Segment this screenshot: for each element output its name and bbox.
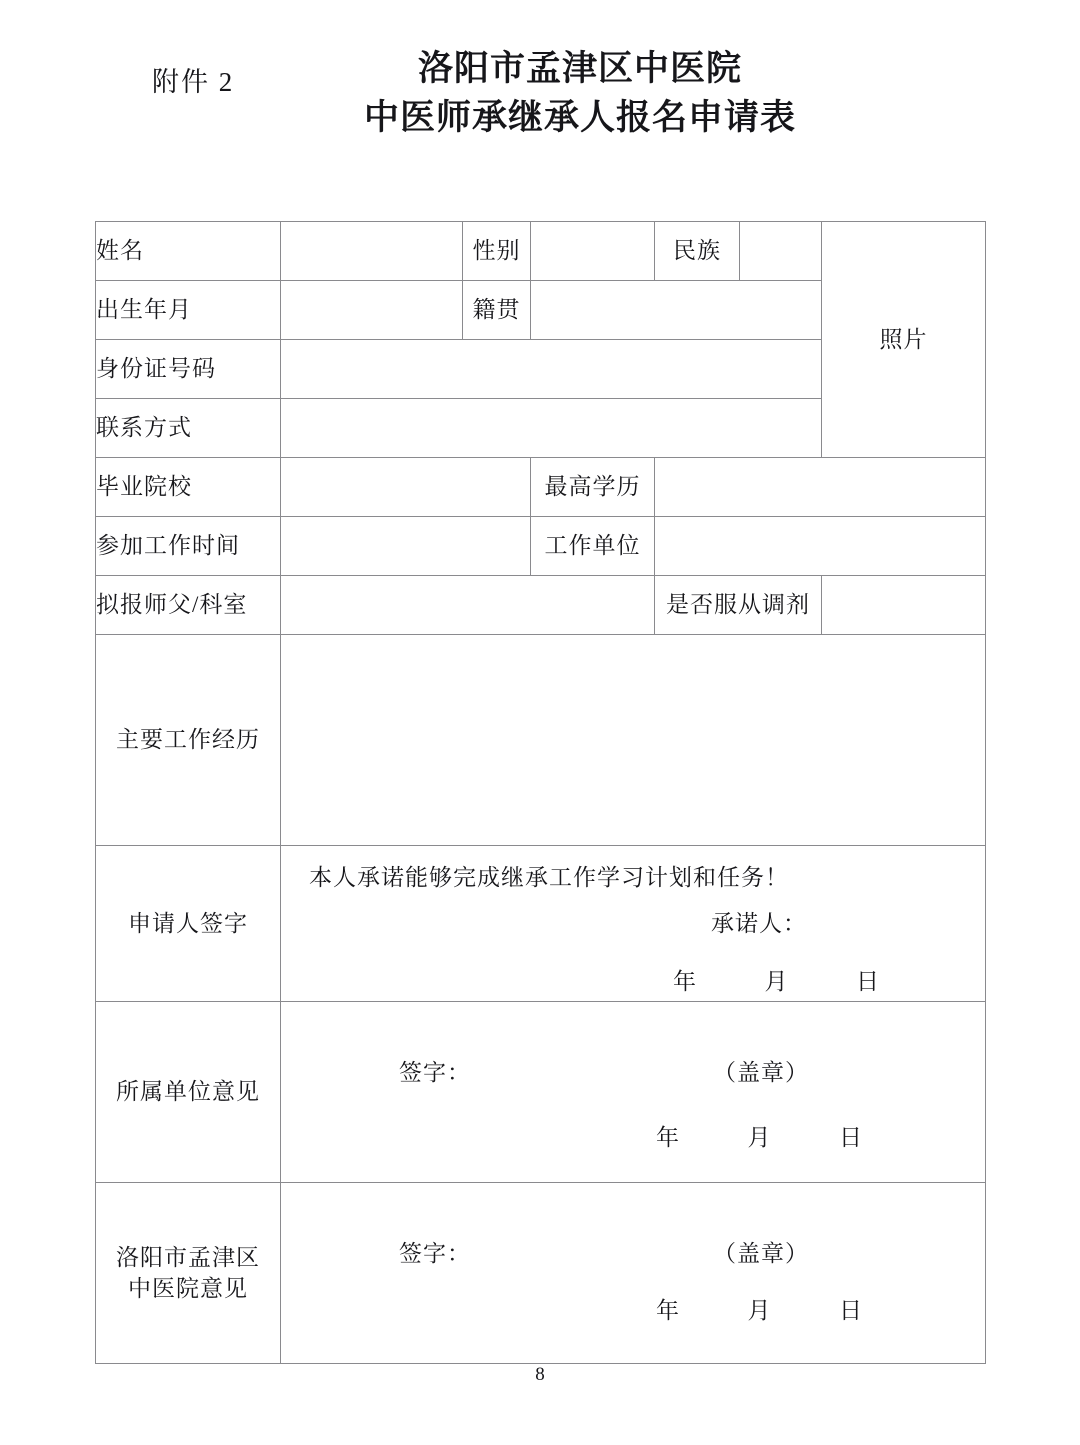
table-row-work-start [96, 517, 986, 576]
field-native-place[interactable] [531, 281, 822, 340]
document-title [240, 44, 920, 142]
applicant-date-month: 月 [764, 969, 789, 994]
table-row-graduate-school [96, 458, 986, 517]
applicant-signature-area[interactable] [281, 846, 986, 1002]
hospital-opinion-area[interactable] [281, 1183, 986, 1364]
unit-date-line [656, 1122, 863, 1153]
label-work-start-date: 参加工作时间 [96, 517, 281, 576]
label-highest-education: 最高学历 [531, 458, 655, 517]
unit-sign-label: 签字： [399, 1060, 471, 1085]
applicant-promise-text: 本人承诺能够完成继承工作学习计划和任务！ [309, 865, 789, 890]
hospital-date-year: 年 [656, 1298, 680, 1323]
label-work-unit: 工作单位 [531, 517, 655, 576]
hospital-date-line [656, 1295, 863, 1326]
field-highest-education[interactable] [655, 458, 986, 517]
applicant-promiser-label: 承诺人： [711, 911, 807, 936]
title-line-1: 洛阳市孟津区中医院 [417, 49, 742, 88]
field-ethnicity[interactable] [740, 222, 822, 281]
label-accept-adjustment: 是否服从调剂 [655, 576, 822, 635]
field-work-unit[interactable] [655, 517, 986, 576]
hospital-sign-label: 签字： [399, 1241, 471, 1266]
label-intended-mentor-department: 拟报师父/科室 [96, 576, 281, 635]
hospital-date-month: 月 [747, 1298, 772, 1323]
label-birth-date: 出生年月 [96, 281, 281, 340]
label-hospital-opinion [96, 1183, 281, 1364]
field-contact[interactable] [281, 399, 822, 458]
label-graduate-school: 毕业院校 [96, 458, 281, 517]
unit-date-year: 年 [656, 1125, 680, 1150]
field-gender[interactable] [531, 222, 655, 281]
document-header [0, 44, 1080, 174]
label-applicant-signature: 申请人签字 [96, 846, 281, 1002]
label-unit-opinion: 所属单位意见 [96, 1002, 281, 1183]
registration-form-table [95, 221, 986, 1364]
table-row-work-experience [96, 635, 986, 846]
attachment-label: 附件 2 [152, 67, 235, 97]
field-work-start-date[interactable] [281, 517, 531, 576]
unit-opinion-area[interactable] [281, 1002, 986, 1183]
label-id-number: 身份证号码 [96, 340, 281, 399]
field-graduate-school[interactable] [281, 458, 531, 517]
field-id-number[interactable] [281, 340, 822, 399]
applicant-date-day: 日 [856, 969, 880, 994]
label-ethnicity: 民族 [655, 222, 740, 281]
label-contact: 联系方式 [96, 399, 281, 458]
table-row-hospital-opinion [96, 1183, 986, 1364]
field-accept-adjustment[interactable] [822, 576, 986, 635]
field-work-experience[interactable] [281, 635, 986, 846]
label-name: 姓名 [96, 222, 281, 281]
table-row-name [96, 222, 986, 281]
page-number: 8 [535, 1364, 545, 1385]
table-row-applicant-signature [96, 846, 986, 1002]
label-work-experience: 主要工作经历 [96, 635, 281, 846]
table-row-mentor [96, 576, 986, 635]
field-birth-date[interactable] [281, 281, 463, 340]
label-hospital-opinion-line2: 中医院意见 [128, 1276, 248, 1301]
title-line-2: 中医师承继承人报名申请表 [363, 98, 796, 137]
unit-date-month: 月 [747, 1125, 772, 1150]
label-hospital-opinion-line1: 洛阳市孟津区 [116, 1244, 260, 1270]
label-gender: 性别 [463, 222, 531, 281]
field-intended-mentor-department[interactable] [281, 576, 655, 635]
applicant-date-line [673, 966, 880, 997]
hospital-seal-label: （盖章） [713, 1241, 809, 1266]
table-row-unit-opinion [96, 1002, 986, 1183]
photo-placeholder: 照片 [822, 222, 986, 458]
label-native-place: 籍贯 [463, 281, 531, 340]
hospital-date-day: 日 [839, 1298, 863, 1323]
field-name[interactable] [281, 222, 463, 281]
unit-date-day: 日 [839, 1125, 863, 1150]
unit-seal-label: （盖章） [713, 1060, 809, 1085]
applicant-date-year: 年 [673, 969, 697, 994]
